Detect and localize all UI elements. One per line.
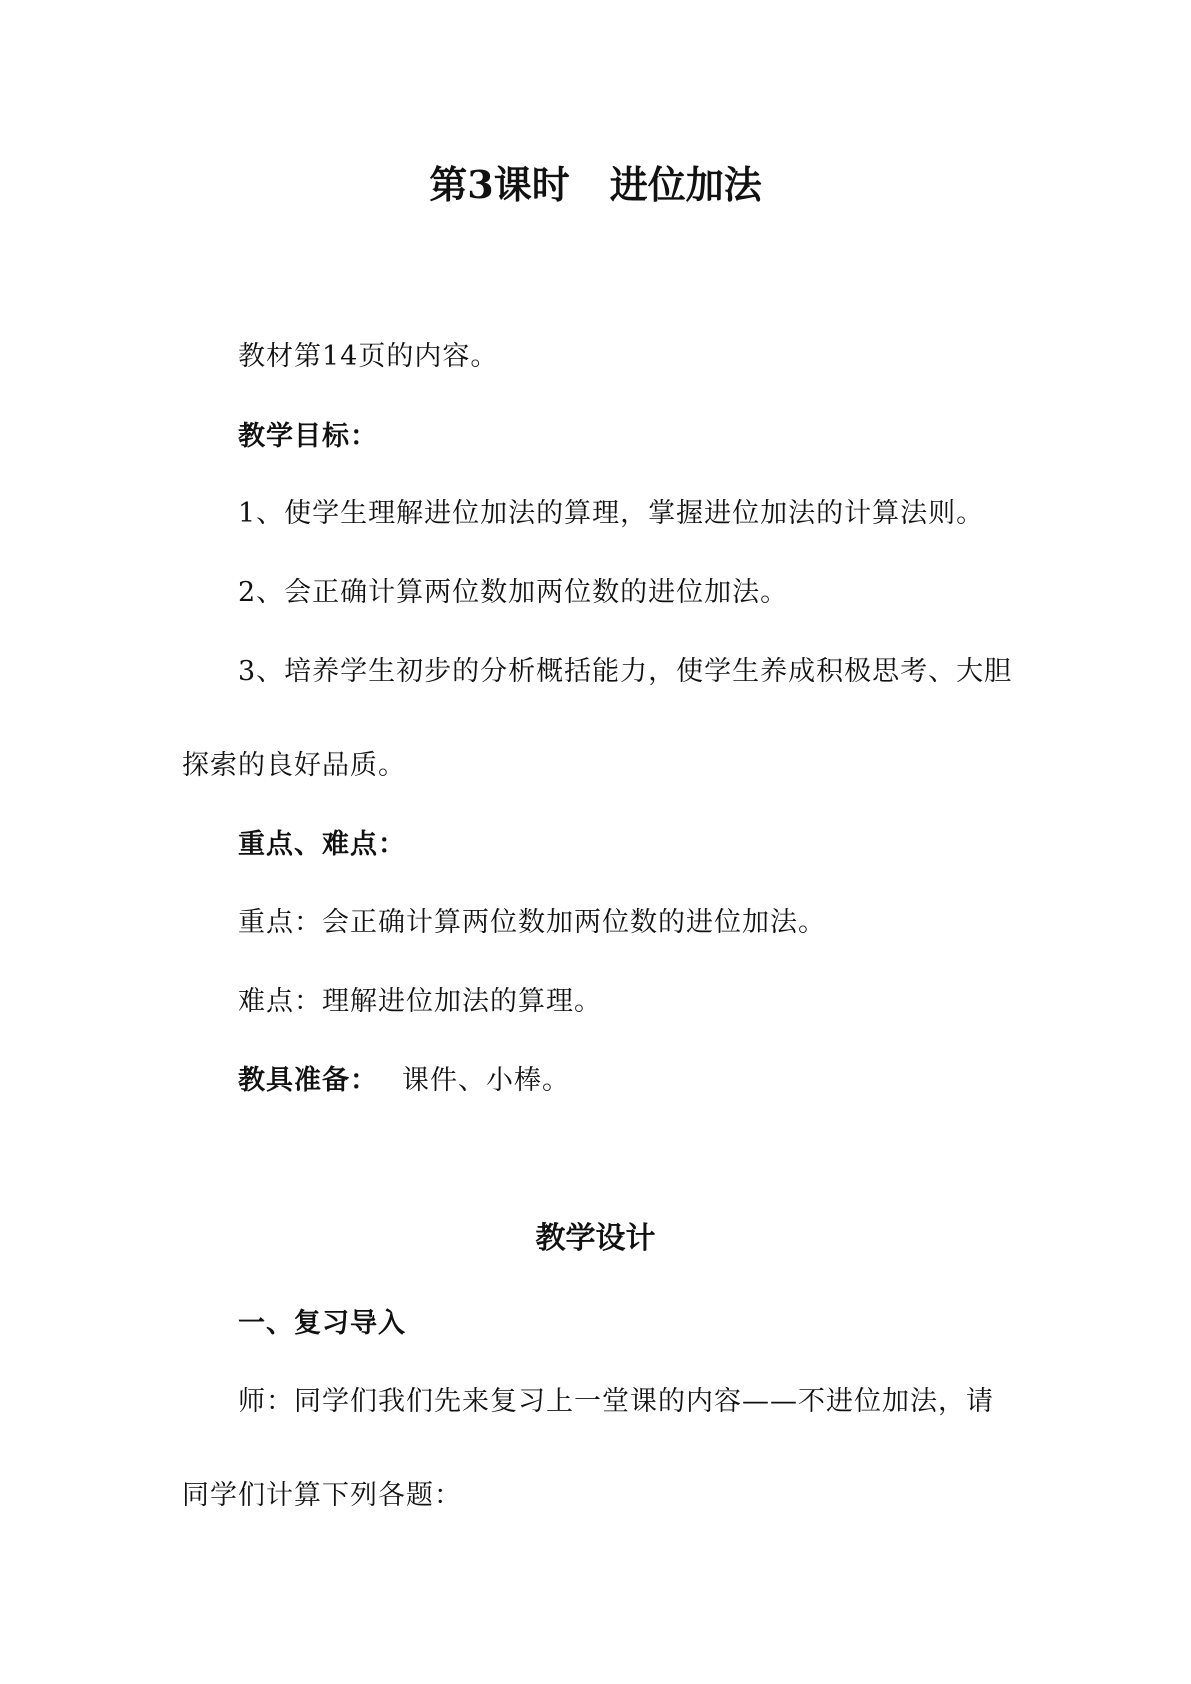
design-heading: 教学设计 <box>535 1221 656 1256</box>
objectives-heading: 教学目标： <box>238 421 378 452</box>
tools-heading: 教具准备： <box>238 1065 378 1096</box>
key-point-text: 重点：会正确计算两位数加两位数的进位加法。 <box>238 907 826 938</box>
paragraph-line-2: 同学们计算下列各题： <box>182 1480 462 1511</box>
tools-line <box>238 1064 570 1098</box>
material-text: 教材第14页的内容。 <box>238 341 499 372</box>
section-heading-1: 一、复习导入 <box>238 1308 406 1339</box>
lesson-topic: 进位加法 <box>609 162 762 207</box>
objective-item-2: 2、会正确计算两位数加两位数的进位加法。 <box>238 577 789 608</box>
objective-item-1: 1、使学生理解进位加法的算理，掌握进位加法的计算法则。 <box>238 498 985 529</box>
difficulty-text: 难点：理解进位加法的算理。 <box>238 986 602 1017</box>
objective-item-3: 3、培养学生初步的分析概括能力，使学生养成积极思考、大胆 <box>238 656 1013 687</box>
paragraph-line-1: 师：同学们我们先来复习上一堂课的内容——不进位加法，请 <box>238 1386 994 1417</box>
lesson-number: 第3课时 <box>429 162 570 207</box>
key-points-heading: 重点、难点： <box>238 829 406 860</box>
objective-item-3-cont: 探索的良好品质。 <box>182 750 406 781</box>
tools-value: 课件、小棒。 <box>402 1065 570 1096</box>
page-title <box>0 162 1191 208</box>
